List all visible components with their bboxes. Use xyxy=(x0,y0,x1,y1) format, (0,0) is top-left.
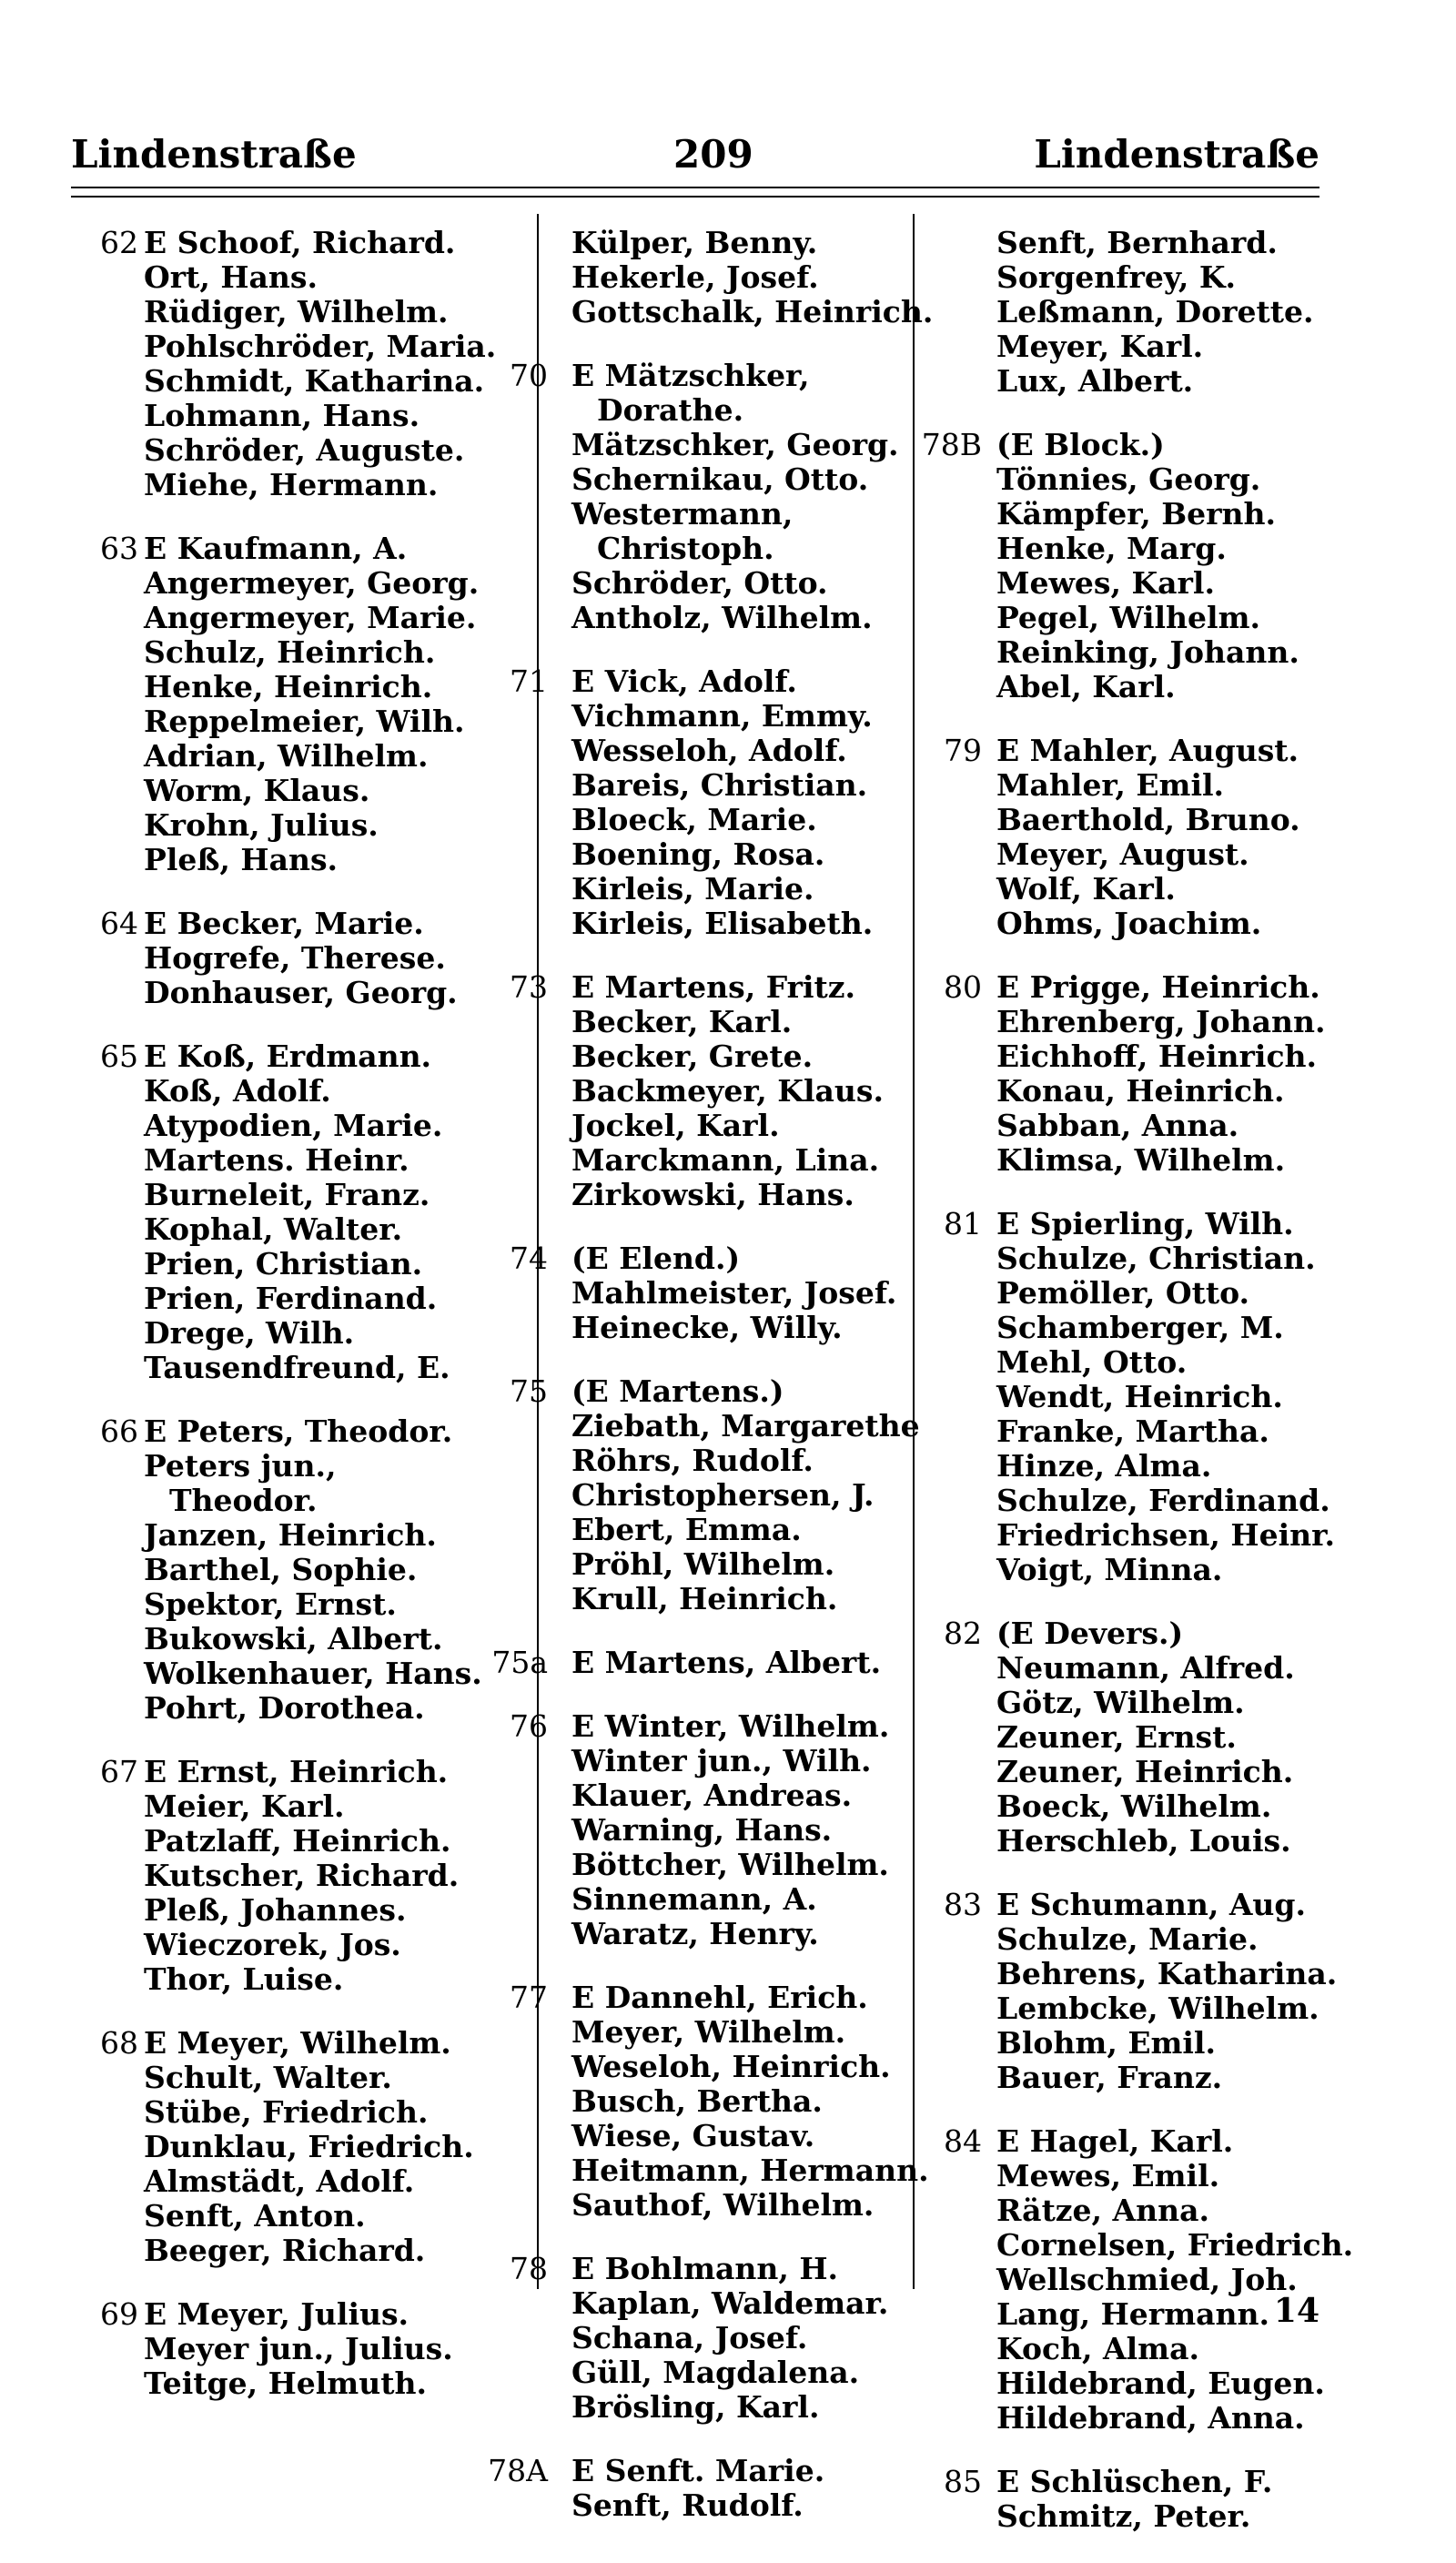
resident-line: Wesseloh, Adolf. xyxy=(571,733,847,768)
resident-line: E Koß, Erdmann. xyxy=(144,1038,432,1074)
resident-line: Senft, Rudolf. xyxy=(571,2487,804,2523)
house-entry xyxy=(480,2252,908,2425)
house-entry xyxy=(915,226,1324,399)
resident-line: Donhauser, Georg. xyxy=(144,975,458,1010)
resident-line: Schamberger, M. xyxy=(996,1310,1284,1345)
resident-line: Baerthold, Bruno. xyxy=(996,802,1300,837)
resident-line: Wieczorek, Jos. xyxy=(144,1927,401,1962)
resident-line: E Bohlmann, H. xyxy=(571,2251,839,2286)
resident-line: Schulz, Heinrich. xyxy=(144,634,436,670)
header-rule-top xyxy=(71,187,1320,188)
resident-line: Röhrs, Rudolf. xyxy=(571,1443,814,1478)
resident-line: E Spierling, Wilh. xyxy=(996,1206,1294,1241)
resident-line: Ziebath, Margarethe xyxy=(571,1408,920,1444)
resident-line: Koch, Alma. xyxy=(996,2331,1199,2366)
resident-line: Jockel, Karl. xyxy=(571,1108,780,1143)
resident-line: Schana, Josef. xyxy=(571,2320,808,2355)
resident-line: Becker, Grete. xyxy=(571,1038,814,1074)
resident-line: Ehrenberg, Johann. xyxy=(996,1004,1326,1039)
resident-line: Schmitz, Peter. xyxy=(996,2498,1251,2534)
resident-line: Reppelmeier, Wilh. xyxy=(144,704,465,739)
resident-line: Dorathe. xyxy=(597,392,744,428)
resident-line: Mewes, Emil. xyxy=(996,2158,1220,2193)
resident-line: Warning, Hans. xyxy=(571,1812,833,1848)
resident-line: Miehe, Hermann. xyxy=(144,467,439,502)
resident-line: Meyer, Wilhelm. xyxy=(571,2014,846,2050)
resident-line: Meyer, August. xyxy=(996,836,1249,872)
resident-line: E Martens, Fritz. xyxy=(571,969,855,1005)
resident-line: Marckmann, Lina. xyxy=(571,1142,880,1178)
resident-line: Voigt, Minna. xyxy=(996,1552,1223,1587)
resident-line: Bareis, Christian. xyxy=(571,767,868,803)
resident-line: Weseloh, Heinrich. xyxy=(571,2049,891,2084)
resident-line: Zirkowski, Hans. xyxy=(571,1177,854,1212)
resident-line: Pegel, Wilhelm. xyxy=(996,600,1260,635)
resident-line: Winter jun., Wilh. xyxy=(571,1743,872,1778)
resident-line: Pröhl, Wilhelm. xyxy=(571,1546,835,1582)
header-street-left: Lindenstraße xyxy=(71,132,357,177)
resident-line: E Ernst, Heinrich. xyxy=(144,1754,449,1789)
resident-line: Kophal, Walter. xyxy=(144,1211,403,1247)
house-number: 62 xyxy=(100,225,138,260)
resident-line: Wendt, Heinrich. xyxy=(996,1379,1283,1414)
resident-line: Gottschalk, Heinrich. xyxy=(571,294,934,329)
resident-line: Krohn, Julius. xyxy=(144,807,379,843)
house-number: 79 xyxy=(944,733,982,768)
resident-line: Wolf, Karl. xyxy=(996,871,1176,907)
resident-line: Meyer jun., Julius. xyxy=(144,2331,453,2366)
resident-line: Pleß, Hans. xyxy=(144,842,339,877)
resident-line: Kutscher, Richard. xyxy=(144,1858,460,1893)
resident-line: Schult, Walter. xyxy=(144,2060,392,2095)
resident-line: Wiese, Gustav. xyxy=(571,2118,815,2153)
resident-line: Friedrichsen, Heinr. xyxy=(996,1517,1335,1553)
house-entry xyxy=(915,1616,1324,1859)
house-entry xyxy=(71,532,535,877)
resident-line: Kaplan, Waldemar. xyxy=(571,2285,889,2321)
house-entry xyxy=(480,359,908,635)
resident-line: Mewes, Karl. xyxy=(996,565,1215,601)
resident-line: Theodor. xyxy=(169,1483,318,1518)
resident-line: Teitge, Helmuth. xyxy=(144,2365,427,2401)
resident-line: Bukowski, Albert. xyxy=(144,1621,443,1656)
resident-line: Waratz, Henry. xyxy=(571,1916,819,1951)
resident-line: Meyer, Karl. xyxy=(996,329,1204,364)
resident-line: Rüdiger, Wilhelm. xyxy=(144,294,449,329)
house-entry xyxy=(480,1241,908,1345)
resident-line: Hildebrand, Anna. xyxy=(996,2400,1305,2436)
resident-line: Brösling, Karl. xyxy=(571,2389,820,2425)
resident-line: E Schoof, Richard. xyxy=(144,225,456,260)
column-3 xyxy=(915,225,1354,2563)
house-number: 65 xyxy=(100,1038,138,1074)
house-number: 78B xyxy=(921,427,982,462)
resident-line: Cornelsen, Friedrich. xyxy=(996,2227,1354,2263)
resident-line: Beeger, Richard. xyxy=(144,2233,426,2268)
resident-line: E Winter, Wilhelm. xyxy=(571,1708,890,1744)
house-entry xyxy=(480,970,908,1212)
resident-line: Pohlschröder, Maria. xyxy=(144,329,497,364)
resident-line: Böttcher, Wilhelm. xyxy=(571,1847,889,1882)
resident-line: Henke, Marg. xyxy=(996,531,1227,566)
resident-line: Reinking, Johann. xyxy=(996,634,1299,670)
resident-line: Konau, Heinrich. xyxy=(996,1073,1285,1109)
resident-line: Sorgenfrey, K. xyxy=(996,259,1237,295)
resident-line: Peters jun., xyxy=(144,1448,337,1484)
resident-line: Janzen, Heinrich. xyxy=(144,1517,437,1553)
resident-line: Stübe, Friedrich. xyxy=(144,2094,429,2130)
page-number: 209 xyxy=(673,132,753,177)
house-number: 71 xyxy=(510,664,548,699)
resident-line: Senft, Anton. xyxy=(144,2198,366,2234)
resident-line: Klauer, Andreas. xyxy=(571,1778,853,1813)
resident-line: Pohrt, Dorothea. xyxy=(144,1690,425,1726)
header-street-right: Lindenstraße xyxy=(1034,132,1320,177)
resident-line: Ohms, Joachim. xyxy=(996,906,1262,941)
resident-line: Bauer, Franz. xyxy=(996,2060,1223,2095)
house-number: 66 xyxy=(100,1413,138,1449)
house-entry xyxy=(915,1887,1338,2095)
house-entry xyxy=(71,907,535,1010)
resident-line: Mätzschker, Georg. xyxy=(571,427,899,462)
house-entry xyxy=(71,2026,535,2268)
resident-line: Almstädt, Adolf. xyxy=(144,2163,415,2199)
house-entry xyxy=(71,2297,535,2401)
resident-line: E Vick, Adolf. xyxy=(571,664,797,699)
resident-line: Kirleis, Elisabeth. xyxy=(571,906,874,941)
resident-line: E Mahler, August. xyxy=(996,733,1299,768)
resident-line: Heinecke, Willy. xyxy=(571,1310,843,1345)
house-entry xyxy=(915,2123,1354,2436)
resident-line: Antholz, Wilhelm. xyxy=(571,600,873,635)
resident-line: Franke, Martha. xyxy=(996,1413,1269,1449)
signature-number: 14 xyxy=(1273,2292,1320,2330)
house-entry xyxy=(71,226,535,502)
resident-line: Hinze, Alma. xyxy=(996,1448,1212,1484)
house-number: 78 xyxy=(510,2251,548,2286)
resident-line: Prien, Ferdinand. xyxy=(144,1281,438,1316)
house-number: 77 xyxy=(510,1980,548,2015)
house-number: 68 xyxy=(100,2025,138,2061)
column-2 xyxy=(480,225,934,2552)
house-entry xyxy=(71,1039,535,1385)
resident-line: Schröder, Otto. xyxy=(571,565,828,601)
house-number: 75a xyxy=(491,1645,548,1680)
resident-line: Lux, Albert. xyxy=(996,363,1194,399)
resident-line: E Prigge, Heinrich. xyxy=(996,969,1320,1005)
resident-line: Westermann, xyxy=(571,496,794,532)
resident-line: E Senft. Marie. xyxy=(571,2453,825,2488)
resident-line: Vichmann, Emmy. xyxy=(571,698,873,734)
resident-line: Sauthof, Wilhelm. xyxy=(571,2187,875,2223)
resident-line: Götz, Wilhelm. xyxy=(996,1685,1245,1720)
resident-line: Wellschmied, Joh. xyxy=(996,2262,1298,2297)
house-number: 70 xyxy=(510,358,548,393)
house-entry xyxy=(480,1646,908,1680)
resident-line: Boeck, Wilhelm. xyxy=(996,1788,1272,1824)
resident-line: Schulze, Christian. xyxy=(996,1241,1316,1276)
resident-line: Angermeyer, Marie. xyxy=(144,600,477,635)
resident-line: Sabban, Anna. xyxy=(996,1108,1239,1143)
house-entry xyxy=(71,1755,535,1997)
resident-line: Patzlaff, Heinrich. xyxy=(144,1823,451,1859)
resident-line: Schernikau, Otto. xyxy=(571,461,869,497)
house-entry xyxy=(480,2454,908,2523)
resident-line: Atypodien, Marie. xyxy=(144,1108,443,1143)
house-number: 67 xyxy=(100,1754,138,1789)
house-entry xyxy=(71,1414,535,1726)
header-rule-bottom xyxy=(71,196,1320,198)
resident-line: Klimsa, Wilhelm. xyxy=(996,1142,1286,1178)
house-entry xyxy=(915,2465,1324,2534)
resident-line: Christophersen, J. xyxy=(571,1477,875,1513)
house-number: 64 xyxy=(100,906,138,941)
resident-line: Hekerle, Josef. xyxy=(571,259,819,295)
house-number: 76 xyxy=(510,1708,548,1744)
resident-line: Lembcke, Wilhelm. xyxy=(996,1991,1320,2026)
resident-line: Worm, Klaus. xyxy=(144,773,370,808)
resident-line: Lohmann, Hans. xyxy=(144,398,420,433)
resident-line: (E Block.) xyxy=(996,427,1165,462)
house-number: 83 xyxy=(944,1887,982,1922)
resident-line: Heitmann, Hermann. xyxy=(571,2153,929,2188)
resident-line: Güll, Magdalena. xyxy=(571,2355,860,2390)
resident-line: E Martens, Albert. xyxy=(571,1645,882,1680)
resident-line: Drege, Wilh. xyxy=(144,1315,355,1351)
resident-line: (E Martens.) xyxy=(571,1373,784,1409)
resident-line: Behrens, Katharina. xyxy=(996,1956,1338,1991)
resident-line: Zeuner, Heinrich. xyxy=(996,1754,1294,1789)
house-entry xyxy=(480,225,934,329)
column-1 xyxy=(71,226,535,2430)
resident-line: Schröder, Auguste. xyxy=(144,432,465,468)
resident-line: Senft, Bernhard. xyxy=(996,225,1278,260)
resident-line: Zeuner, Ernst. xyxy=(996,1719,1237,1755)
house-entry xyxy=(480,1980,929,2223)
resident-line: E Meyer, Julius. xyxy=(144,2296,410,2332)
resident-line: Blohm, Emil. xyxy=(996,2025,1216,2061)
resident-line: Ebert, Emma. xyxy=(571,1512,802,1547)
resident-line: Wolkenhauer, Hans. xyxy=(144,1656,482,1691)
house-number: 84 xyxy=(944,2123,982,2159)
resident-line: Mehl, Otto. xyxy=(996,1344,1188,1380)
resident-line: Koß, Adolf. xyxy=(144,1073,331,1109)
resident-line: Sinnemann, A. xyxy=(571,1881,817,1917)
resident-line: E Schlüschen, F. xyxy=(996,2464,1273,2499)
resident-line: Becker, Karl. xyxy=(571,1004,793,1039)
resident-line: E Schumann, Aug. xyxy=(996,1887,1306,1922)
resident-line: Backmeyer, Klaus. xyxy=(571,1073,884,1109)
resident-line: Mahler, Emil. xyxy=(996,767,1225,803)
resident-line: Ort, Hans. xyxy=(144,259,318,295)
resident-line: Rätze, Anna. xyxy=(996,2193,1209,2228)
resident-line: Tönnies, Georg. xyxy=(996,461,1261,497)
resident-line: E Meyer, Wilhelm. xyxy=(144,2025,451,2061)
resident-line: Hogrefe, Therese. xyxy=(144,940,446,976)
resident-line: Christoph. xyxy=(597,531,774,566)
house-number: 78A xyxy=(488,2453,548,2488)
resident-line: Barthel, Sophie. xyxy=(144,1552,418,1587)
resident-line: Lang, Hermann. xyxy=(996,2296,1269,2332)
resident-line: Kämpfer, Bernh. xyxy=(996,496,1276,532)
resident-line: Martens. Heinr. xyxy=(144,1142,410,1178)
house-entry xyxy=(480,1709,908,1951)
resident-line: E Becker, Marie. xyxy=(144,906,424,941)
resident-line: Schulze, Marie. xyxy=(996,1921,1259,1957)
house-number: 85 xyxy=(944,2464,982,2499)
resident-line: Angermeyer, Georg. xyxy=(144,565,480,601)
resident-line: Schulze, Ferdinand. xyxy=(996,1483,1330,1518)
house-number: 75 xyxy=(510,1373,548,1409)
house-number: 82 xyxy=(944,1616,982,1651)
resident-line: Pemöller, Otto. xyxy=(996,1275,1250,1311)
house-entry xyxy=(480,1373,920,1616)
resident-line: Thor, Luise. xyxy=(144,1961,344,1997)
resident-line: E Kaufmann, A. xyxy=(144,531,408,566)
resident-line: E Dannehl, Erich. xyxy=(571,1980,868,2015)
resident-line: Abel, Karl. xyxy=(996,669,1176,704)
resident-line: Hildebrand, Eugen. xyxy=(996,2365,1325,2401)
resident-line: Herschleb, Louis. xyxy=(996,1823,1291,1859)
resident-line: Bloeck, Marie. xyxy=(571,802,817,837)
house-number: 74 xyxy=(510,1241,548,1276)
house-entry xyxy=(915,734,1324,941)
resident-line: Külper, Benny. xyxy=(571,225,818,260)
resident-line: Kirleis, Marie. xyxy=(571,871,814,907)
resident-line: E Hagel, Karl. xyxy=(996,2123,1234,2159)
house-entry xyxy=(915,428,1324,704)
resident-line: Leßmann, Dorette. xyxy=(996,294,1314,329)
resident-line: Prien, Christian. xyxy=(144,1246,423,1282)
house-number: 73 xyxy=(510,969,548,1005)
resident-line: Busch, Bertha. xyxy=(571,2083,823,2119)
resident-line: Boening, Rosa. xyxy=(571,836,825,872)
resident-line: Adrian, Wilhelm. xyxy=(144,738,429,774)
resident-line: Krull, Heinrich. xyxy=(571,1581,838,1616)
resident-line: Spektor, Ernst. xyxy=(144,1586,397,1622)
house-number: 63 xyxy=(100,531,138,566)
resident-line: Dunklau, Friedrich. xyxy=(144,2129,474,2164)
resident-line: Schmidt, Katharina. xyxy=(144,363,485,399)
house-number: 81 xyxy=(944,1206,982,1241)
resident-line: Burneleit, Franz. xyxy=(144,1177,430,1212)
resident-line: E Mätzschker, xyxy=(571,358,810,393)
resident-line: (E Devers.) xyxy=(996,1616,1184,1651)
house-number: 80 xyxy=(944,969,982,1005)
resident-line: Meier, Karl. xyxy=(144,1788,345,1824)
resident-line: Henke, Heinrich. xyxy=(144,669,433,704)
resident-line: (E Elend.) xyxy=(571,1241,741,1276)
resident-line: Neumann, Alfred. xyxy=(996,1650,1295,1686)
resident-line: Mahlmeister, Josef. xyxy=(571,1275,897,1311)
resident-line: E Peters, Theodor. xyxy=(144,1413,453,1449)
resident-line: Tausendfreund, E. xyxy=(144,1350,450,1385)
house-entry xyxy=(480,664,908,941)
resident-line: Pleß, Johannes. xyxy=(144,1892,407,1928)
house-entry xyxy=(915,970,1324,1178)
house-number: 69 xyxy=(100,2296,138,2332)
resident-line: Eichhoff, Heinrich. xyxy=(996,1038,1318,1074)
house-entry xyxy=(915,1206,1335,1587)
